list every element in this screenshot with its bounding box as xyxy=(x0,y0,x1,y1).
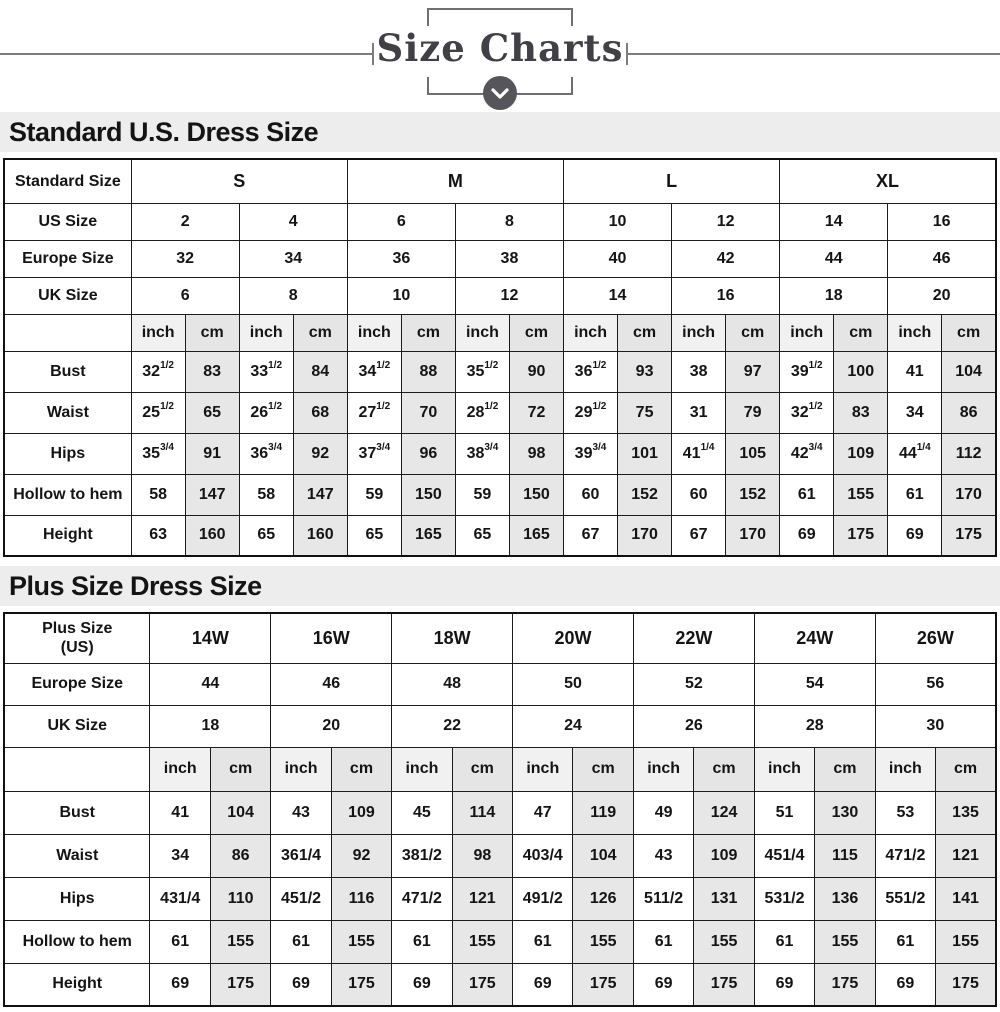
measure-value-cell: 88 xyxy=(401,351,455,392)
measure-value-cell: 160 xyxy=(185,515,239,556)
measure-value-cell: 93 xyxy=(618,351,672,392)
measure-value-cell: 65 xyxy=(239,515,293,556)
size-value-cell: 2 xyxy=(131,203,239,240)
measure-value-cell: 104 xyxy=(942,351,996,392)
row-label: Hips xyxy=(4,433,131,474)
plus-size-chart-table xyxy=(3,612,997,1007)
size-value-cell: 6 xyxy=(131,277,239,314)
measure-value-cell: 175 xyxy=(936,963,996,1006)
measure-value-cell: 175 xyxy=(452,963,512,1006)
size-value-cell: 44 xyxy=(780,240,888,277)
measure-value-cell: 31 xyxy=(672,392,726,433)
size-value-cell: 26 xyxy=(633,705,754,747)
measure-value-cell: 65 xyxy=(185,392,239,433)
plus-size-table xyxy=(0,612,1000,1007)
row-label: Hollow to hem xyxy=(4,920,150,963)
measure-value-cell: 104 xyxy=(210,791,270,834)
measure-value-cell: 69 xyxy=(150,963,210,1006)
measure-value-cell: 61 xyxy=(780,474,834,515)
measure-value-cell: 96 xyxy=(401,433,455,474)
size-value-cell: 8 xyxy=(239,277,347,314)
row-label: Europe Size xyxy=(4,240,131,277)
measure-value-cell: $35^{1/2}$ xyxy=(455,351,509,392)
measure-value-cell: 65 xyxy=(455,515,509,556)
unit-header-cell: inch xyxy=(150,747,210,791)
measure-value-cell: 59 xyxy=(455,474,509,515)
measure-value-cell: 155 xyxy=(331,920,391,963)
measure-value-cell: 119 xyxy=(573,791,633,834)
size-value-cell: 14 xyxy=(780,203,888,240)
measure-value-cell: 101 xyxy=(618,433,672,474)
size-value-cell: 24 xyxy=(513,705,634,747)
measure-value-cell: 60 xyxy=(564,474,618,515)
measure-value-cell: $42^{3/4}$ xyxy=(780,433,834,474)
fraction-superscript: 3/4 xyxy=(268,442,283,454)
size-value-cell: 36 xyxy=(347,240,455,277)
measure-value-cell: 92 xyxy=(293,433,347,474)
fraction-superscript: 1/2 xyxy=(592,401,607,413)
measure-value-cell: 112 xyxy=(942,433,996,474)
measure-value-cell: 141 xyxy=(936,877,996,920)
fraction-superscript: 1/2 xyxy=(808,360,823,372)
measure-value-cell: $34^{1/2}$ xyxy=(347,351,401,392)
measure-value-cell: 72 xyxy=(509,392,563,433)
fraction-superscript: 3/4 xyxy=(376,442,391,454)
measure-value-cell: 551/2 xyxy=(875,877,935,920)
measure-value-cell: 131 xyxy=(694,877,754,920)
size-value-cell: 40 xyxy=(564,240,672,277)
measure-value-cell: 45 xyxy=(392,791,452,834)
measure-value-cell: 109 xyxy=(834,433,888,474)
measure-value-cell: 175 xyxy=(834,515,888,556)
measure-value-cell: 69 xyxy=(392,963,452,1006)
measure-value-cell: 116 xyxy=(331,877,391,920)
measure-value-cell: 121 xyxy=(452,877,512,920)
size-group-header: L xyxy=(564,159,780,203)
measure-value-cell: 175 xyxy=(331,963,391,1006)
size-group-header: 20W xyxy=(513,613,634,663)
size-value-cell: 50 xyxy=(513,663,634,705)
measure-value-cell: 152 xyxy=(618,474,672,515)
measure-value-cell: 67 xyxy=(672,515,726,556)
measure-value-cell: 83 xyxy=(185,351,239,392)
measure-value-cell: 47 xyxy=(513,791,573,834)
measure-value-cell: 155 xyxy=(815,920,875,963)
fraction-superscript: 3/4 xyxy=(592,442,607,454)
unit-header-cell: inch xyxy=(239,314,293,351)
unit-header-cell: cm xyxy=(452,747,512,791)
measure-value-cell: 100 xyxy=(834,351,888,392)
measure-value-cell: 49 xyxy=(633,791,693,834)
measure-value-cell: 63 xyxy=(131,515,185,556)
measure-value-cell: $37^{3/4}$ xyxy=(347,433,401,474)
measure-value-cell: 58 xyxy=(239,474,293,515)
unit-header-cell: cm xyxy=(185,314,239,351)
measure-value-cell: 53 xyxy=(875,791,935,834)
measure-value-cell: $26^{1/2}$ xyxy=(239,392,293,433)
corner-label-line: (US) xyxy=(60,639,94,657)
unit-header-cell: inch xyxy=(513,747,573,791)
measure-value-cell: 61 xyxy=(875,920,935,963)
measure-value-cell: $38^{3/4}$ xyxy=(455,433,509,474)
measure-value-cell: 61 xyxy=(271,920,331,963)
empty-corner-cell xyxy=(4,314,131,351)
size-value-cell: 46 xyxy=(271,663,392,705)
measure-value-cell: 104 xyxy=(573,834,633,877)
size-group-header: 16W xyxy=(271,613,392,663)
measure-value-cell: 471/2 xyxy=(392,877,452,920)
fraction-superscript: 1/2 xyxy=(268,401,283,413)
measure-value-cell: 155 xyxy=(694,920,754,963)
measure-value-cell: 83 xyxy=(834,392,888,433)
unit-header-cell: inch xyxy=(875,747,935,791)
measure-value-cell: 155 xyxy=(210,920,270,963)
section-spacer xyxy=(0,557,1000,566)
corner-label xyxy=(4,159,131,203)
size-value-cell: 42 xyxy=(672,240,780,277)
measure-value-cell: 43 xyxy=(271,791,331,834)
size-group-header: M xyxy=(347,159,563,203)
measure-value-cell: 59 xyxy=(347,474,401,515)
measure-value-cell: 451/4 xyxy=(754,834,814,877)
measure-value-cell: $36^{1/2}$ xyxy=(564,351,618,392)
size-value-cell: 32 xyxy=(131,240,239,277)
measure-value-cell: 69 xyxy=(271,963,331,1006)
measure-value-cell: 175 xyxy=(694,963,754,1006)
unit-header-cell: inch xyxy=(754,747,814,791)
measure-value-cell: 109 xyxy=(331,791,391,834)
corner-label xyxy=(4,613,150,663)
measure-value-cell: 155 xyxy=(573,920,633,963)
measure-value-cell: $29^{1/2}$ xyxy=(564,392,618,433)
measure-value-cell: 170 xyxy=(726,515,780,556)
measure-value-cell: 61 xyxy=(513,920,573,963)
unit-header-cell: cm xyxy=(694,747,754,791)
unit-header-cell: inch xyxy=(347,314,401,351)
measure-value-cell: 124 xyxy=(694,791,754,834)
size-value-cell: 52 xyxy=(633,663,754,705)
measure-value-cell: 79 xyxy=(726,392,780,433)
size-value-cell: 16 xyxy=(888,203,996,240)
measure-value-cell: 114 xyxy=(452,791,512,834)
measure-value-cell: 135 xyxy=(936,791,996,834)
measure-value-cell: 97 xyxy=(726,351,780,392)
unit-header-cell: cm xyxy=(834,314,888,351)
size-group-header: 24W xyxy=(754,613,875,663)
measure-value-cell: 491/2 xyxy=(513,877,573,920)
row-label: UK Size xyxy=(4,705,150,747)
size-value-cell: 34 xyxy=(239,240,347,277)
fraction-superscript: 1/4 xyxy=(700,442,715,454)
row-label: US Size xyxy=(4,203,131,240)
unit-header-cell: cm xyxy=(509,314,563,351)
measure-value-cell: $33^{1/2}$ xyxy=(239,351,293,392)
unit-header-cell: inch xyxy=(888,314,942,351)
measure-value-cell: 98 xyxy=(509,433,563,474)
measure-value-cell: 86 xyxy=(210,834,270,877)
row-label: Hips xyxy=(4,877,150,920)
unit-header-cell: cm xyxy=(293,314,347,351)
size-value-cell: 18 xyxy=(780,277,888,314)
measure-value-cell: 170 xyxy=(618,515,672,556)
measure-value-cell: 41 xyxy=(888,351,942,392)
measure-value-cell: 67 xyxy=(564,515,618,556)
size-value-cell: 8 xyxy=(455,203,563,240)
measure-value-cell: 160 xyxy=(293,515,347,556)
measure-value-cell: 69 xyxy=(513,963,573,1006)
row-label: Waist xyxy=(4,834,150,877)
size-group-header: S xyxy=(131,159,347,203)
measure-value-cell: 431/4 xyxy=(150,877,210,920)
unit-header-cell: inch xyxy=(392,747,452,791)
size-value-cell: 6 xyxy=(347,203,455,240)
measure-value-cell: 60 xyxy=(672,474,726,515)
measure-value-cell: 58 xyxy=(131,474,185,515)
top-bracket-ornament xyxy=(427,8,573,26)
page-title: Size Charts xyxy=(376,26,624,70)
unit-header-cell: inch xyxy=(564,314,618,351)
measure-value-cell: 75 xyxy=(618,392,672,433)
measure-value-cell: 170 xyxy=(942,474,996,515)
measure-value-cell: 61 xyxy=(633,920,693,963)
measure-value-cell: $39^{1/2}$ xyxy=(780,351,834,392)
size-group-header: 22W xyxy=(633,613,754,663)
unit-header-cell: cm xyxy=(815,747,875,791)
standard-section-title: Standard U.S. Dress Size xyxy=(9,116,319,147)
size-value-cell: 28 xyxy=(754,705,875,747)
chevron-down-icon xyxy=(483,76,517,110)
measure-value-cell: 147 xyxy=(293,474,347,515)
size-value-cell: 30 xyxy=(875,705,996,747)
measure-value-cell: 155 xyxy=(936,920,996,963)
measure-value-cell: 65 xyxy=(347,515,401,556)
measure-value-cell: 69 xyxy=(754,963,814,1006)
size-group-header: 18W xyxy=(392,613,513,663)
unit-header-cell: inch xyxy=(780,314,834,351)
size-group-header: XL xyxy=(780,159,996,203)
fraction-superscript: 1/2 xyxy=(484,360,499,372)
measure-value-cell: 115 xyxy=(815,834,875,877)
size-value-cell: 4 xyxy=(239,203,347,240)
measure-value-cell: 155 xyxy=(452,920,512,963)
unit-header-cell: cm xyxy=(936,747,996,791)
measure-value-cell: 471/2 xyxy=(875,834,935,877)
row-label: Europe Size xyxy=(4,663,150,705)
unit-header-cell: cm xyxy=(573,747,633,791)
measure-value-cell: $27^{1/2}$ xyxy=(347,392,401,433)
size-value-cell: 44 xyxy=(150,663,271,705)
unit-header-cell: inch xyxy=(633,747,693,791)
measure-value-cell: 136 xyxy=(815,877,875,920)
measure-value-cell: $39^{3/4}$ xyxy=(564,433,618,474)
measure-value-cell: 105 xyxy=(726,433,780,474)
measure-value-cell: 70 xyxy=(401,392,455,433)
size-value-cell: 18 xyxy=(150,705,271,747)
measure-value-cell: 531/2 xyxy=(754,877,814,920)
measure-value-cell: $32^{1/2}$ xyxy=(131,351,185,392)
measure-value-cell: 403/4 xyxy=(513,834,573,877)
measure-value-cell: $36^{3/4}$ xyxy=(239,433,293,474)
row-label: Bust xyxy=(4,791,150,834)
measure-value-cell: 150 xyxy=(401,474,455,515)
measure-value-cell: 41 xyxy=(150,791,210,834)
unit-header-cell: inch xyxy=(131,314,185,351)
measure-value-cell: $25^{1/2}$ xyxy=(131,392,185,433)
plus-section-title: Plus Size Dress Size xyxy=(9,570,262,601)
size-value-cell: 20 xyxy=(271,705,392,747)
size-value-cell: 12 xyxy=(672,203,780,240)
size-value-cell: 12 xyxy=(455,277,563,314)
empty-corner-cell xyxy=(4,747,150,791)
standard-size-chart-table xyxy=(3,158,997,557)
measure-value-cell: 91 xyxy=(185,433,239,474)
measure-value-cell: 165 xyxy=(509,515,563,556)
measure-value-cell: 152 xyxy=(726,474,780,515)
unit-header-cell: cm xyxy=(726,314,780,351)
size-value-cell: 10 xyxy=(347,277,455,314)
size-value-cell: 22 xyxy=(392,705,513,747)
measure-value-cell: $32^{1/2}$ xyxy=(780,392,834,433)
measure-value-cell: 34 xyxy=(888,392,942,433)
unit-header-cell: cm xyxy=(401,314,455,351)
measure-value-cell: $44^{1/4}$ xyxy=(888,433,942,474)
unit-header-cell: cm xyxy=(942,314,996,351)
measure-value-cell: 165 xyxy=(401,515,455,556)
measure-value-cell: 109 xyxy=(694,834,754,877)
fraction-superscript: 1/2 xyxy=(592,360,607,372)
row-label: Height xyxy=(4,515,131,556)
measure-value-cell: 511/2 xyxy=(633,877,693,920)
measure-value-cell: 110 xyxy=(210,877,270,920)
measure-value-cell: 61 xyxy=(888,474,942,515)
measure-value-cell: 175 xyxy=(942,515,996,556)
size-group-header: 26W xyxy=(875,613,996,663)
fraction-superscript: 1/2 xyxy=(160,360,174,372)
unit-header-cell: inch xyxy=(455,314,509,351)
measure-value-cell: 61 xyxy=(754,920,814,963)
row-label: Bust xyxy=(4,351,131,392)
size-value-cell: 16 xyxy=(672,277,780,314)
size-value-cell: 20 xyxy=(888,277,996,314)
unit-header-cell: inch xyxy=(271,747,331,791)
measure-value-cell: $41^{1/4}$ xyxy=(672,433,726,474)
measure-value-cell: 381/2 xyxy=(392,834,452,877)
unit-header-cell: cm xyxy=(331,747,391,791)
measure-value-cell: 43 xyxy=(633,834,693,877)
plus-section-band xyxy=(0,566,1000,606)
fraction-superscript: 3/4 xyxy=(808,442,823,454)
measure-value-cell: 147 xyxy=(185,474,239,515)
measure-value-cell: 155 xyxy=(834,474,888,515)
measure-value-cell: 69 xyxy=(633,963,693,1006)
measure-value-cell: 361/4 xyxy=(271,834,331,877)
fraction-superscript: 3/4 xyxy=(160,442,174,454)
size-value-cell: 56 xyxy=(875,663,996,705)
measure-value-cell: 61 xyxy=(150,920,210,963)
measure-value-cell: 69 xyxy=(875,963,935,1006)
size-group-header: 14W xyxy=(150,613,271,663)
size-value-cell: 46 xyxy=(888,240,996,277)
size-value-cell: 48 xyxy=(392,663,513,705)
measure-value-cell: 130 xyxy=(815,791,875,834)
size-value-cell: 14 xyxy=(564,277,672,314)
fraction-superscript: 1/2 xyxy=(484,401,499,413)
size-value-cell: 54 xyxy=(754,663,875,705)
fraction-superscript: 3/4 xyxy=(484,442,499,454)
standard-section-band xyxy=(0,112,1000,152)
corner-label-line: Standard Size xyxy=(14,172,121,190)
measure-value-cell: 92 xyxy=(331,834,391,877)
size-value-cell: 10 xyxy=(564,203,672,240)
measure-value-cell: 84 xyxy=(293,351,347,392)
measure-value-cell: $28^{1/2}$ xyxy=(455,392,509,433)
unit-header-cell: inch xyxy=(672,314,726,351)
corner-label-line: Plus Size xyxy=(42,620,113,638)
fraction-superscript: 1/4 xyxy=(916,442,931,454)
measure-value-cell: 86 xyxy=(942,392,996,433)
fraction-superscript: 1/2 xyxy=(268,360,283,372)
size-value-cell: 38 xyxy=(455,240,563,277)
fraction-superscript: 1/2 xyxy=(376,360,391,372)
row-label: UK Size xyxy=(4,277,131,314)
measure-value-cell: 61 xyxy=(392,920,452,963)
measure-value-cell: 68 xyxy=(293,392,347,433)
measure-value-cell: 98 xyxy=(452,834,512,877)
measure-value-cell: 175 xyxy=(210,963,270,1006)
standard-size-table xyxy=(0,158,1000,557)
measure-value-cell: 38 xyxy=(672,351,726,392)
measure-value-cell: 126 xyxy=(573,877,633,920)
fraction-superscript: 1/2 xyxy=(376,401,391,413)
measure-value-cell: 175 xyxy=(815,963,875,1006)
measure-value-cell: 51 xyxy=(754,791,814,834)
fraction-superscript: 1/2 xyxy=(808,401,823,413)
measure-value-cell: 150 xyxy=(509,474,563,515)
row-label: Hollow to hem xyxy=(4,474,131,515)
measure-value-cell: 451/2 xyxy=(271,877,331,920)
row-label: Height xyxy=(4,963,150,1006)
unit-header-cell: cm xyxy=(618,314,672,351)
measure-value-cell: 34 xyxy=(150,834,210,877)
measure-value-cell: $35^{3/4}$ xyxy=(131,433,185,474)
row-label: Waist xyxy=(4,392,131,433)
measure-value-cell: 69 xyxy=(888,515,942,556)
measure-value-cell: 90 xyxy=(509,351,563,392)
size-charts-header xyxy=(0,0,1000,112)
fraction-superscript: 1/2 xyxy=(160,401,174,413)
unit-header-cell: cm xyxy=(210,747,270,791)
measure-value-cell: 69 xyxy=(780,515,834,556)
measure-value-cell: 175 xyxy=(573,963,633,1006)
measure-value-cell: 121 xyxy=(936,834,996,877)
